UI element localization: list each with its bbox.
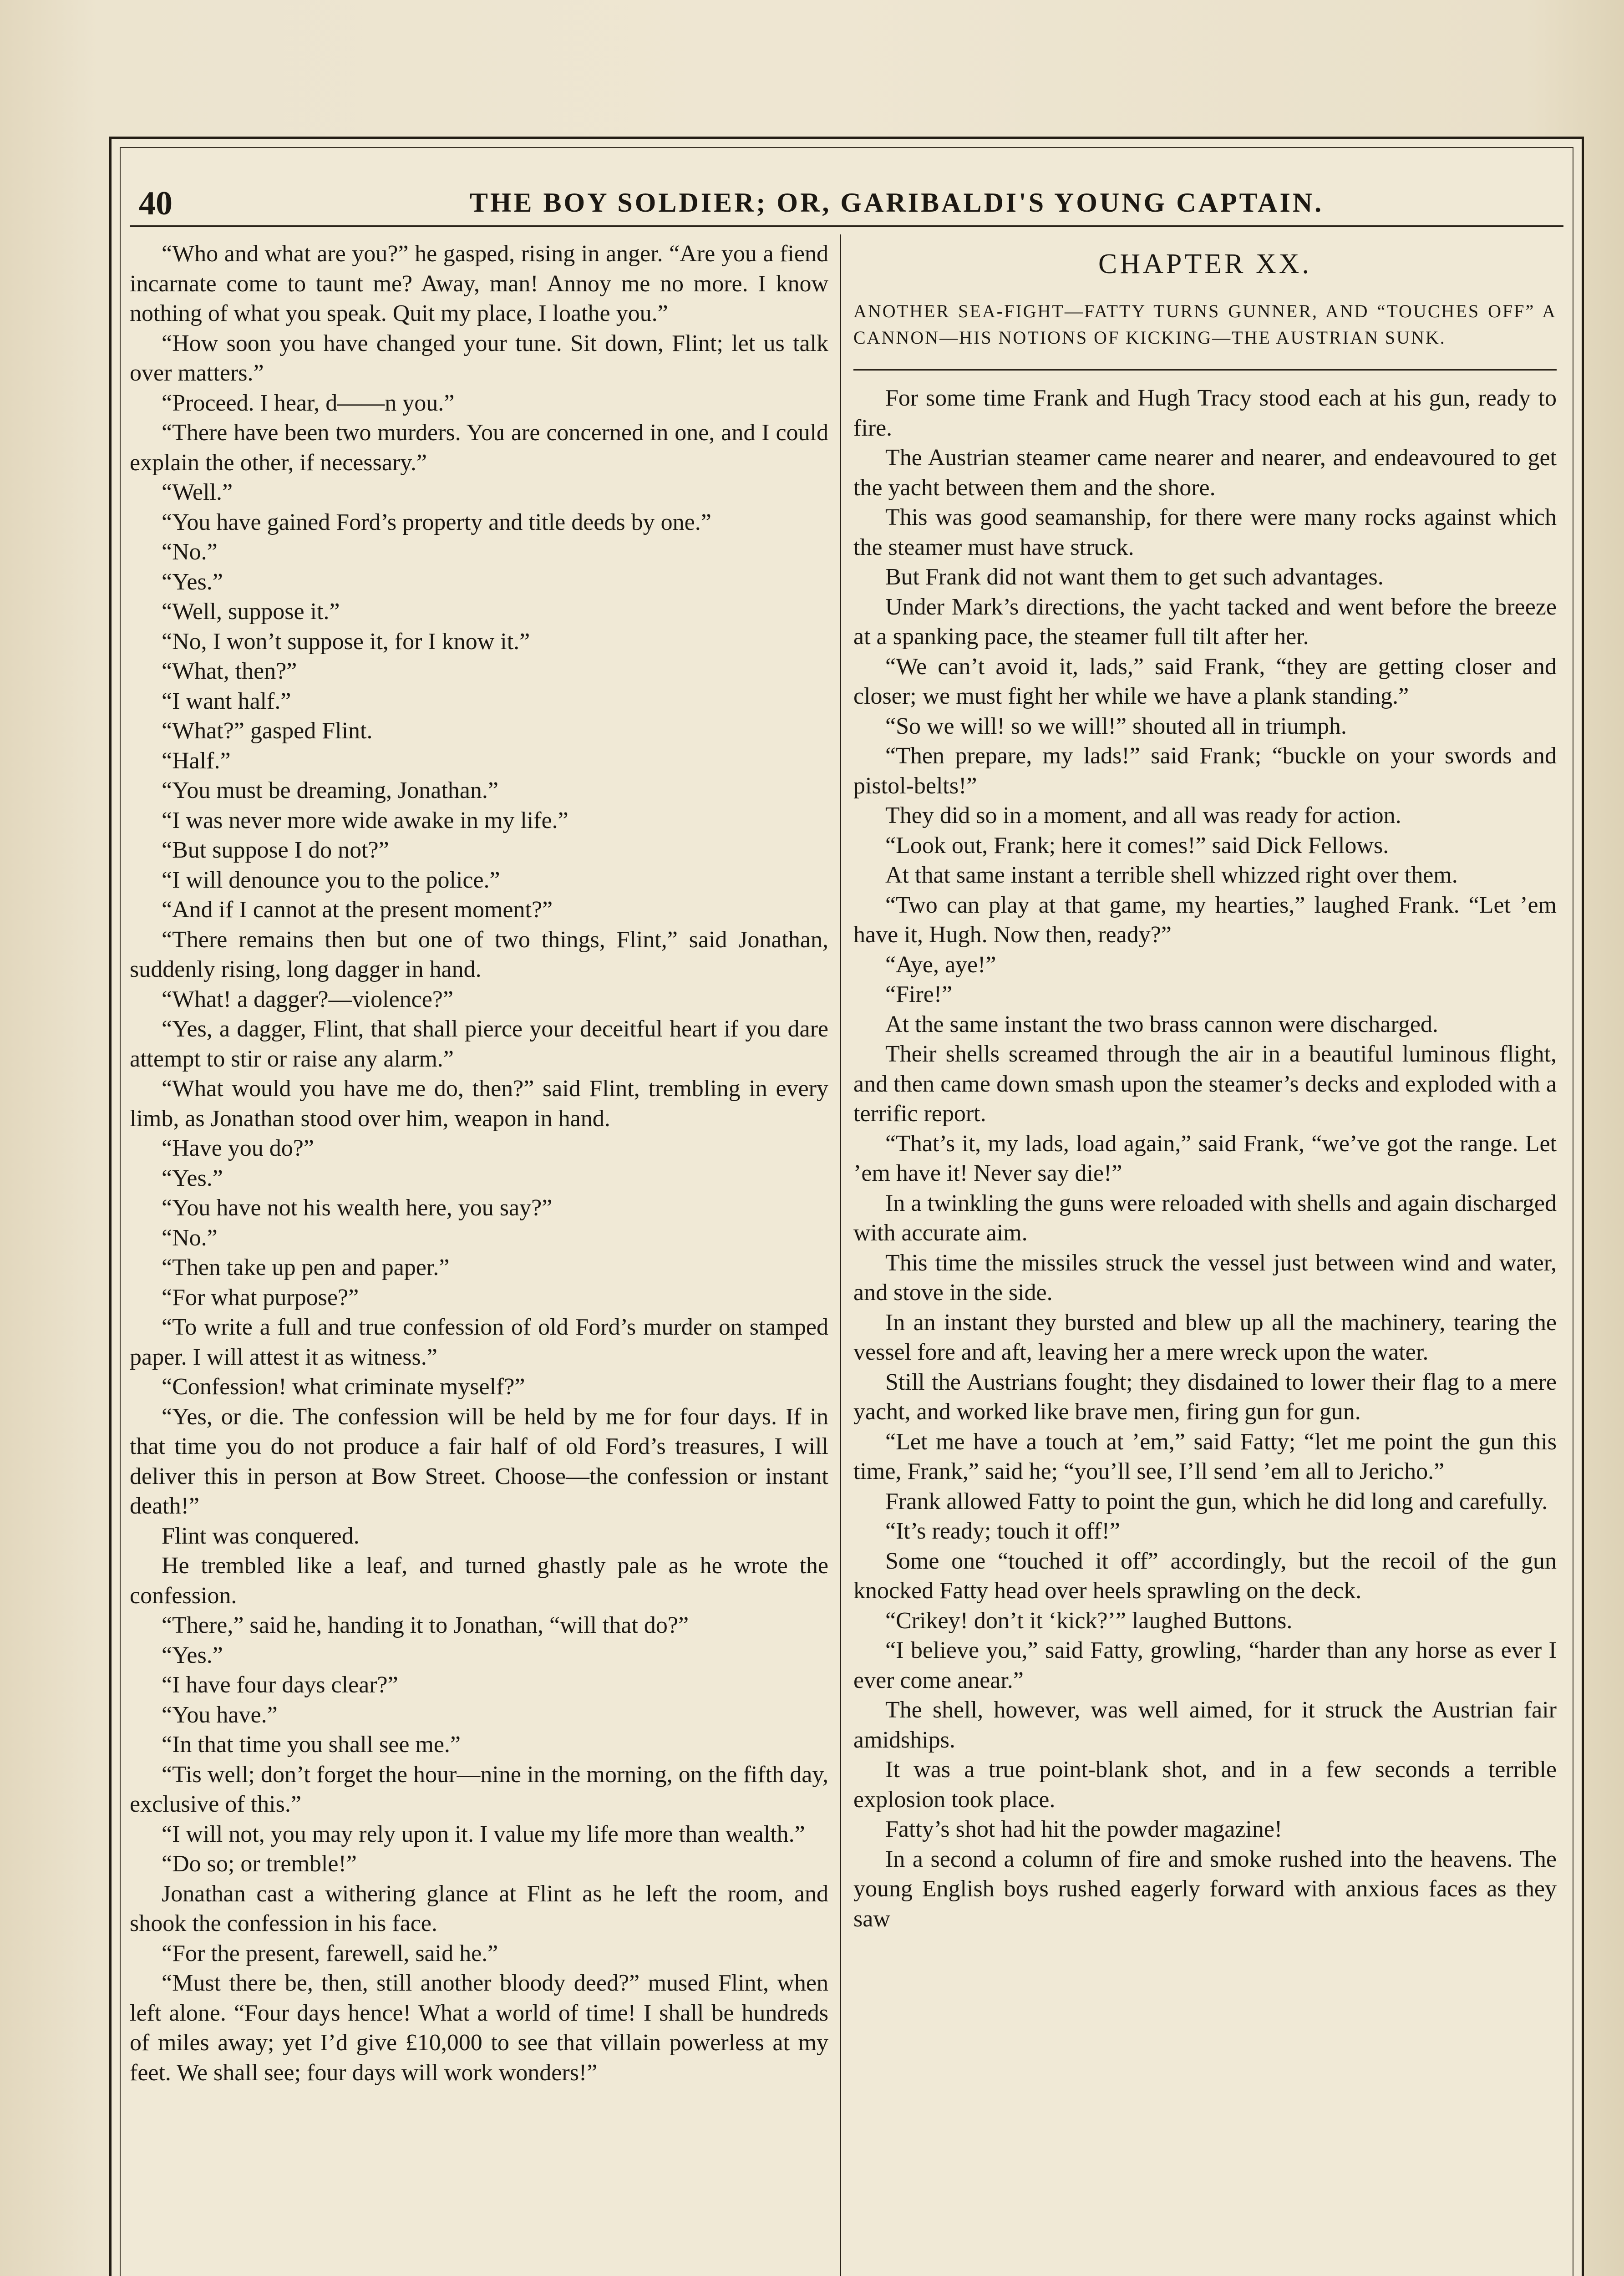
page-number: 40 — [139, 185, 173, 222]
paragraph: “There have been two murders. You are concerned in one, and I could explain the other, if necessary.” — [130, 420, 828, 476]
paragraph: “In that time you shall see me.” — [162, 1732, 461, 1758]
paragraph: “It’s ready; touch it off!” — [885, 1518, 1120, 1544]
paragraph: “Then prepare, my lads!” said Frank; “buckle on your swords and pistol-belts!” — [853, 743, 1557, 799]
right-column — [853, 239, 1557, 2276]
paragraph: At the same instant the two brass cannon were discharged. — [885, 1011, 1438, 1037]
paragraph: “No, I won’t suppose it, for I know it.” — [162, 628, 530, 655]
paragraph: This was good seamanship, for there were many rocks against which the steamer must have struck. — [853, 504, 1557, 560]
paragraph: “What, then?” — [162, 658, 297, 684]
paragraph: “That’s it, my lads, load again,” said Frank, “we’ve got the range. Let ’em have it! Never say die!” — [853, 1130, 1557, 1186]
paragraph: “Well, suppose it.” — [162, 599, 340, 625]
paragraph: For some time Frank and Hugh Tracy stood each at his gun, ready to fire. — [853, 385, 1557, 441]
paragraph: “Crikey! don’t it ‘kick?’” laughed Buttons. — [885, 1607, 1293, 1634]
paragraph: “You have gained Ford’s property and title deeds by one.” — [162, 509, 711, 535]
paragraph: “I have four days clear?” — [162, 1672, 398, 1698]
paragraph: “And if I cannot at the present moment?” — [162, 897, 553, 923]
paragraph: “Must there be, then, still another bloody deed?” mused Flint, when left alone. “Four days hence! What a world of time! I shall be hundreds of miles away; yet I’d give £10,000 to see that villain powerless at my feet. We shall see; four days will work wonders!” — [130, 1970, 828, 2086]
paragraph: “Fire!” — [885, 981, 953, 1007]
page-frame — [109, 137, 1584, 2276]
paragraph: “I was never more wide awake in my life.” — [162, 807, 568, 833]
paragraph: It was a true point-blank shot, and in a few seconds a terrible explosion took place. — [853, 1757, 1557, 1813]
paragraph: He trembled like a leaf, and turned ghastly pale as he wrote the confession. — [130, 1553, 828, 1609]
paragraph: “Two can play at that game, my hearties,” laughed Frank. “Let ’em have it, Hugh. Now then, ready?” — [853, 892, 1557, 948]
chapter-summary: ANOTHER SEA-FIGHT—FATTY TURNS GUNNER, AND “TOUCHES OFF” A CANNON—HIS NOTIONS OF KICKING—THE AUSTRIAN SUNK. — [853, 298, 1557, 371]
paragraph: “Proceed. I hear, d——n you.” — [162, 390, 455, 416]
paragraph: Fatty’s shot had hit the powder magazine! — [885, 1816, 1283, 1842]
paragraph: The shell, however, was well aimed, for it struck the Austrian fair amidships. — [853, 1697, 1557, 1753]
paragraph: “But suppose I do not?” — [162, 837, 389, 863]
paragraph: “I believe you,” said Fatty, growling, “harder than any horse as ever I ever come anear.” — [853, 1637, 1557, 1693]
paragraph: “Aye, aye!” — [885, 951, 996, 978]
paragraph: Frank allowed Fatty to point the gun, which he did long and carefully. — [885, 1488, 1548, 1514]
paragraph: “Yes.” — [162, 1642, 223, 1668]
paragraph: Under Mark’s directions, the yacht tacked and went before the breeze at a spanking pace, the steamer full tilt after her. — [853, 594, 1557, 650]
paragraph: In an instant they bursted and blew up all the machinery, tearing the vessel fore and aft, leaving her a mere wreck upon the water. — [853, 1309, 1557, 1365]
paragraph: “Tis well; don’t forget the hour—nine in the morning, on the fifth day, exclusive of this.” — [130, 1761, 828, 1817]
paragraph: “Confession! what criminate myself?” — [162, 1374, 525, 1400]
page-header — [130, 166, 1563, 227]
paragraph: This time the missiles struck the vessel just between wind and water, and stove in the side. — [853, 1250, 1557, 1306]
paragraph: In a second a column of fire and smoke rushed into the heavens. The young English boys rushed eagerly forward with anxious faces as they saw — [853, 1846, 1557, 1932]
paragraph: Some one “touched it off” accordingly, but the recoil of the gun knocked Fatty head over heels sprawling on the deck. — [853, 1548, 1557, 1604]
column-divider — [840, 234, 841, 2276]
paragraph: “Yes.” — [162, 569, 223, 595]
paragraph: They did so in a moment, and all was ready for action. — [885, 803, 1401, 828]
paragraph: “Yes, or die. The confession will be held by me for four days. If in that time you do not produce a fair half of old Ford’s treasures, I will deliver this in person at Bow Street. Choose—the confession or instant death!” — [130, 1403, 828, 1519]
paragraph: “There,” said he, handing it to Jonathan, “will that do?” — [162, 1612, 689, 1638]
paragraph: “Have you do?” — [162, 1135, 314, 1161]
paragraph: “What would you have me do, then?” said Flint, trembling in every limb, as Jonathan stood over him, weapon in hand. — [130, 1076, 828, 1132]
paragraph: “Let me have a touch at ’em,” said Fatty; “let me point the gun this time, Frank,” said he; “you’ll see, I’ll send ’em all to Jericho.” — [853, 1428, 1557, 1484]
paragraph: At that same instant a terrible shell whizzed right over them. — [885, 862, 1458, 888]
paragraph: Still the Austrians fought; they disdained to lower their flag to a mere yacht, and worked like brave men, firing gun for gun. — [853, 1369, 1557, 1425]
paragraph: “Yes, a dagger, Flint, that shall pierce your deceitful heart if you dare attempt to stir or raise any alarm.” — [130, 1016, 828, 1072]
running-title: THE BOY SOLDIER; OR, GARIBALDI'S YOUNG CAPTAIN. — [469, 188, 1324, 218]
paragraph: “What! a dagger?—violence?” — [162, 986, 453, 1012]
paragraph: “Half.” — [162, 747, 231, 774]
paragraph: “There remains then but one of two things, Flint,” said Jonathan, suddenly rising, long dagger in hand. — [130, 926, 828, 982]
paragraph: “Do so; or tremble!” — [162, 1851, 357, 1877]
paragraph: “How soon you have changed your tune. Sit down, Flint; let us talk over matters.” — [130, 330, 828, 386]
paragraph: “I want half.” — [162, 688, 291, 714]
paragraph: “For what purpose?” — [162, 1284, 359, 1311]
paragraph: “You have.” — [162, 1702, 278, 1728]
paragraph: Their shells screamed through the air in a beautiful luminous flight, and then came down smash upon the steamer’s decks and exploded with a terrific report. — [853, 1041, 1557, 1127]
paragraph: “Yes.” — [162, 1165, 223, 1191]
left-column — [130, 239, 828, 2276]
paragraph: “Well.” — [162, 479, 233, 505]
paragraph: “We can’t avoid it, lads,” said Frank, “they are getting closer and closer; we must fight her while we have a plank standing.” — [853, 653, 1557, 709]
paragraph: “You must be dreaming, Jonathan.” — [162, 777, 498, 803]
paragraph: “No.” — [162, 539, 218, 565]
paragraph: “You have not his wealth here, you say?” — [162, 1195, 553, 1221]
chapter-title: CHAPTER XX. — [1098, 249, 1312, 279]
paragraph: The Austrian steamer came nearer and nearer, and endeavoured to get the yacht between them and the shore. — [853, 445, 1557, 501]
paragraph: “Then take up pen and paper.” — [162, 1255, 450, 1280]
paragraph: Flint was conquered. — [162, 1523, 360, 1549]
paragraph: “I will not, you may rely upon it. I value my life more than wealth.” — [162, 1821, 805, 1847]
paragraph: “Look out, Frank; here it comes!” said Dick Fellows. — [885, 832, 1389, 859]
paragraph: “No.” — [162, 1224, 218, 1251]
paragraph: “To write a full and true confession of old Ford’s murder on stamped paper. I will attest it as witness.” — [130, 1314, 828, 1370]
paragraph: “I will denounce you to the police.” — [162, 867, 500, 893]
paragraph: “Who and what are you?” he gasped, rising in anger. “Are you a fiend incarnate come to taunt me? Away, man! Annoy me no more. I know nothing of what you speak. Quit my place, I loathe you.” — [130, 241, 828, 326]
paragraph: “For the present, farewell, said he.” — [162, 1940, 498, 1966]
right-paragraphs — [853, 383, 1557, 1934]
paragraph: Jonathan cast a withering glance at Flint as he left the room, and shook the confession in his face. — [130, 1880, 828, 1936]
paragraph: “So we will! so we will!” shouted all in triumph. — [885, 713, 1347, 739]
paragraph: In a twinkling the guns were reloaded with shells and again discharged with accurate aim. — [853, 1190, 1557, 1246]
paragraph: “What?” gasped Flint. — [162, 718, 373, 744]
paragraph: But Frank did not want them to get such advantages. — [885, 564, 1384, 590]
